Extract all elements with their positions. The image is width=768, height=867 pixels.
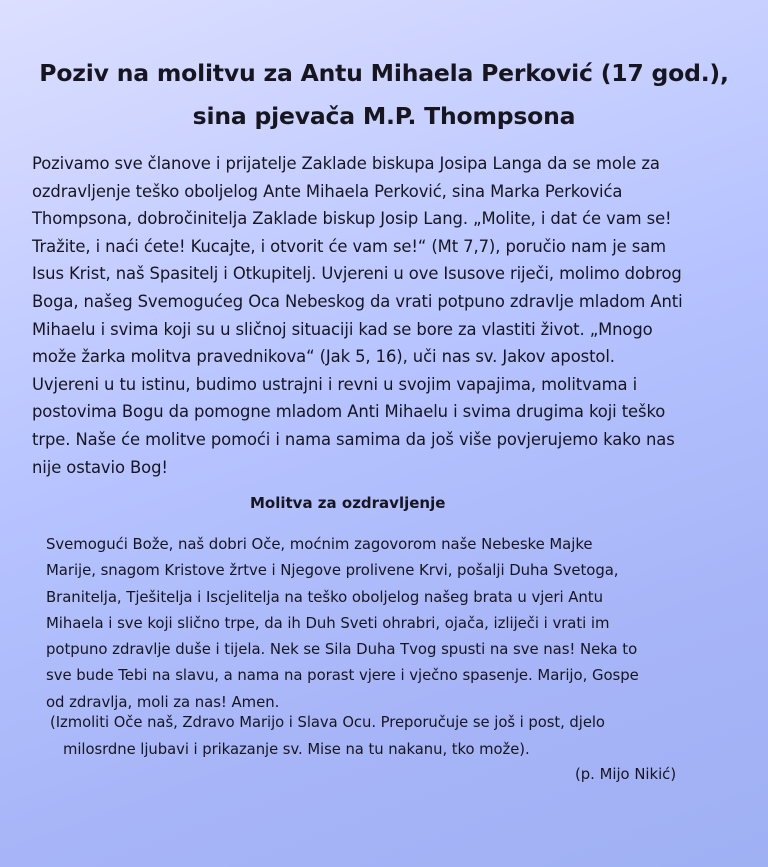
text-line: trpe. Naše će molitve pomoći i nama samima da još više povjerujemo kako nas: [32, 429, 675, 449]
text-line: Svemogući Bože, naš dobri Oče, moćnim zagovorom naše Nebeske Majke: [46, 535, 593, 553]
text-line: (Izmoliti Oče naš, Zdravo Marijo i Slava Ocu. Preporučuje se još i post, djelo: [50, 714, 605, 731]
text-line: Branitelja, Tješitelja i Iscjelitelja na teško oboljelog našeg brata u vjeri Antu: [46, 587, 603, 606]
text-line: postovima Bogu da pomogne mladom Anti Mihaelu i svima drugima koji teško: [32, 402, 666, 422]
text-line: Isus Krist, naš Spasitelj i Otkupitelj. Uvjereni u ove Isusove riječi, molimo dobrog: [32, 264, 682, 284]
text-line: Mihaela i sve koji slično trpe, da ih Duh Sveti ohrabri, ojača, izliječi i vrati im: [46, 613, 610, 632]
text-line: nije ostavio Bog!: [32, 457, 168, 477]
text-line: Mihaelu i svima koji su u sličnoj situaciji kad se bore za vlastiti život. „Mnogo: [32, 319, 653, 339]
text-line: može žarka molitva pravednikova“ (Jak 5, 16), uči nas sv. Jakov apostol.: [32, 347, 615, 367]
text-line: Marije, snagom Kristove žrtve i Njegove prolivene Krvi, pošalji Duha Svetoga,: [46, 561, 619, 580]
prayer-paragraph: [46, 531, 639, 715]
text-line: Tražite, i naći ćete! Kucajte, i otvorit će vam se!“ (Mt 7,7), poručio nam je sam: [32, 236, 667, 256]
title-line: Poziv na molitvu za Antu Mihaela Perković (17 god.),: [39, 59, 729, 87]
text-line: ozdravljenje teško oboljelog Ante Mihaela Perković, sina Marka Perkovića: [32, 181, 623, 201]
text-line: Pozivamo sve članove i prijatelje Zaklade biskupa Josipa Langa da se mole za: [32, 154, 660, 173]
intro-paragraph: [32, 150, 683, 481]
document-title: [20, 52, 748, 138]
text-line: milosrdne ljubavi i prikazanje sv. Mise na tu nakanu, tko može).: [63, 740, 530, 758]
author-signature: (p. Mijo Nikić): [575, 766, 677, 783]
text-line: potpuno zdravlje duše i tijela. Nek se Sila Duha Tvog spusti na sve nas! Neka to: [46, 640, 638, 659]
title-line: sina pjevača M.P. Thompsona: [192, 102, 576, 130]
text-line: Boga, našeg Svemogućeg Oca Nebeskog da vrati potpuno zdravlje mladom Anti: [32, 291, 683, 311]
text-line: Thompsona, dobročinitelja Zaklade biskup Josip Lang. „Molite, i dat će vam se!: [32, 209, 672, 229]
text-line: od zdravlja, moli za nas! Amen.: [46, 692, 280, 711]
text-line: Uvjereni u tu istinu, budimo ustrajni i revni u svojim vapajima, molitvama i: [32, 374, 638, 394]
prayer-heading: Molitva za ozdravljenje: [250, 494, 446, 512]
instruction-note: [50, 710, 605, 763]
text-line: sve bude Tebi na slavu, a nama na porast vjere i vječno spasenje. Marijo, Gospe: [46, 666, 639, 685]
